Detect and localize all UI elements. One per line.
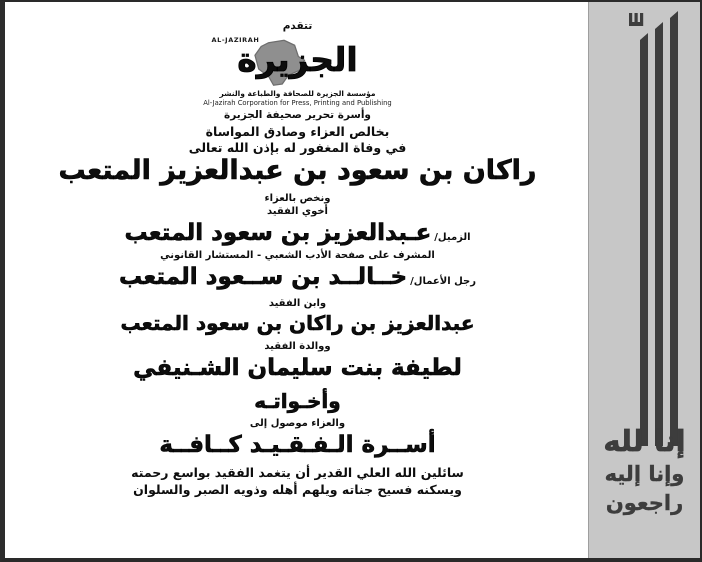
al-jazirah-logo	[15, 37, 580, 87]
condolence-line-2: في وفاة المغفور له بإذن الله تعالى	[188, 140, 407, 156]
sisters-line: وأخـواتـه	[254, 388, 341, 413]
family-all-line: أســرة الـفـقـيـد كــافــة	[159, 431, 436, 458]
condolence-line-1: بخالص العزاء وصادق المواساة	[205, 124, 390, 140]
prayer-line-2: ويسكنه فسيح جناته ويلهم أهله وذويه الصبر والسلوان	[133, 482, 462, 498]
istirja-line-1: إنا لله	[603, 424, 686, 458]
son-label: وابن الفقيد	[268, 297, 327, 309]
brother2-prefix: رجل الأعمال/	[410, 276, 476, 288]
presents-line: تتقدم	[282, 20, 313, 32]
condolence-extends-line: والعزاء موصول إلى	[249, 417, 346, 429]
brother1-prefix: الزميل/	[434, 231, 471, 243]
brother1-title: المشرف على صفحة الأدب الشعبي - المستشار القانوني	[160, 250, 435, 262]
editorial-family-line: وأسرة تحرير صحيفة الجزيرة	[224, 108, 371, 121]
notice-body	[15, 10, 580, 497]
brother2-name: خــالــد بن ســعود المتعب	[118, 264, 408, 291]
brothers-label: أخوي الفقيد	[267, 205, 328, 217]
istirja-line-2: وإنا إليه	[604, 462, 685, 486]
logo-latin-label: AL-JAZIRAH	[211, 35, 260, 44]
deceased-name: راكان بن سعود بن عبدالعزيز المتعب	[58, 155, 537, 187]
prayer-line-1: سائلين الله العلي القدير أن يتغمد الفقيد بواسع رحمته	[131, 465, 464, 481]
org-name-english: Al-Jazirah Corporation for Press, Printing and Publishing	[203, 98, 392, 107]
mother-name: لطيفة بنت سليمان الشـنيفي	[133, 354, 462, 381]
istirja-line-3: راجعون	[605, 491, 684, 515]
brother1-name-line	[15, 220, 580, 248]
brother2-name-line	[15, 264, 580, 292]
istirja-calligraphy-panel	[588, 2, 700, 558]
mother-label: ووالدة الفقيد	[264, 340, 331, 352]
org-name-arabic: مؤسسة الجزيرة للصحافة والطباعة والنشر	[219, 88, 376, 98]
logo-arabic-wordmark: الجزيرة	[237, 39, 358, 79]
son-name: عبدالعزيز بن راكان بن سعود المتعب	[120, 310, 475, 335]
specify-condolence-line: ونخص بالعزاء	[264, 192, 331, 204]
brother1-name: عـبدالعزيز بن سعود المتعب	[124, 219, 432, 246]
